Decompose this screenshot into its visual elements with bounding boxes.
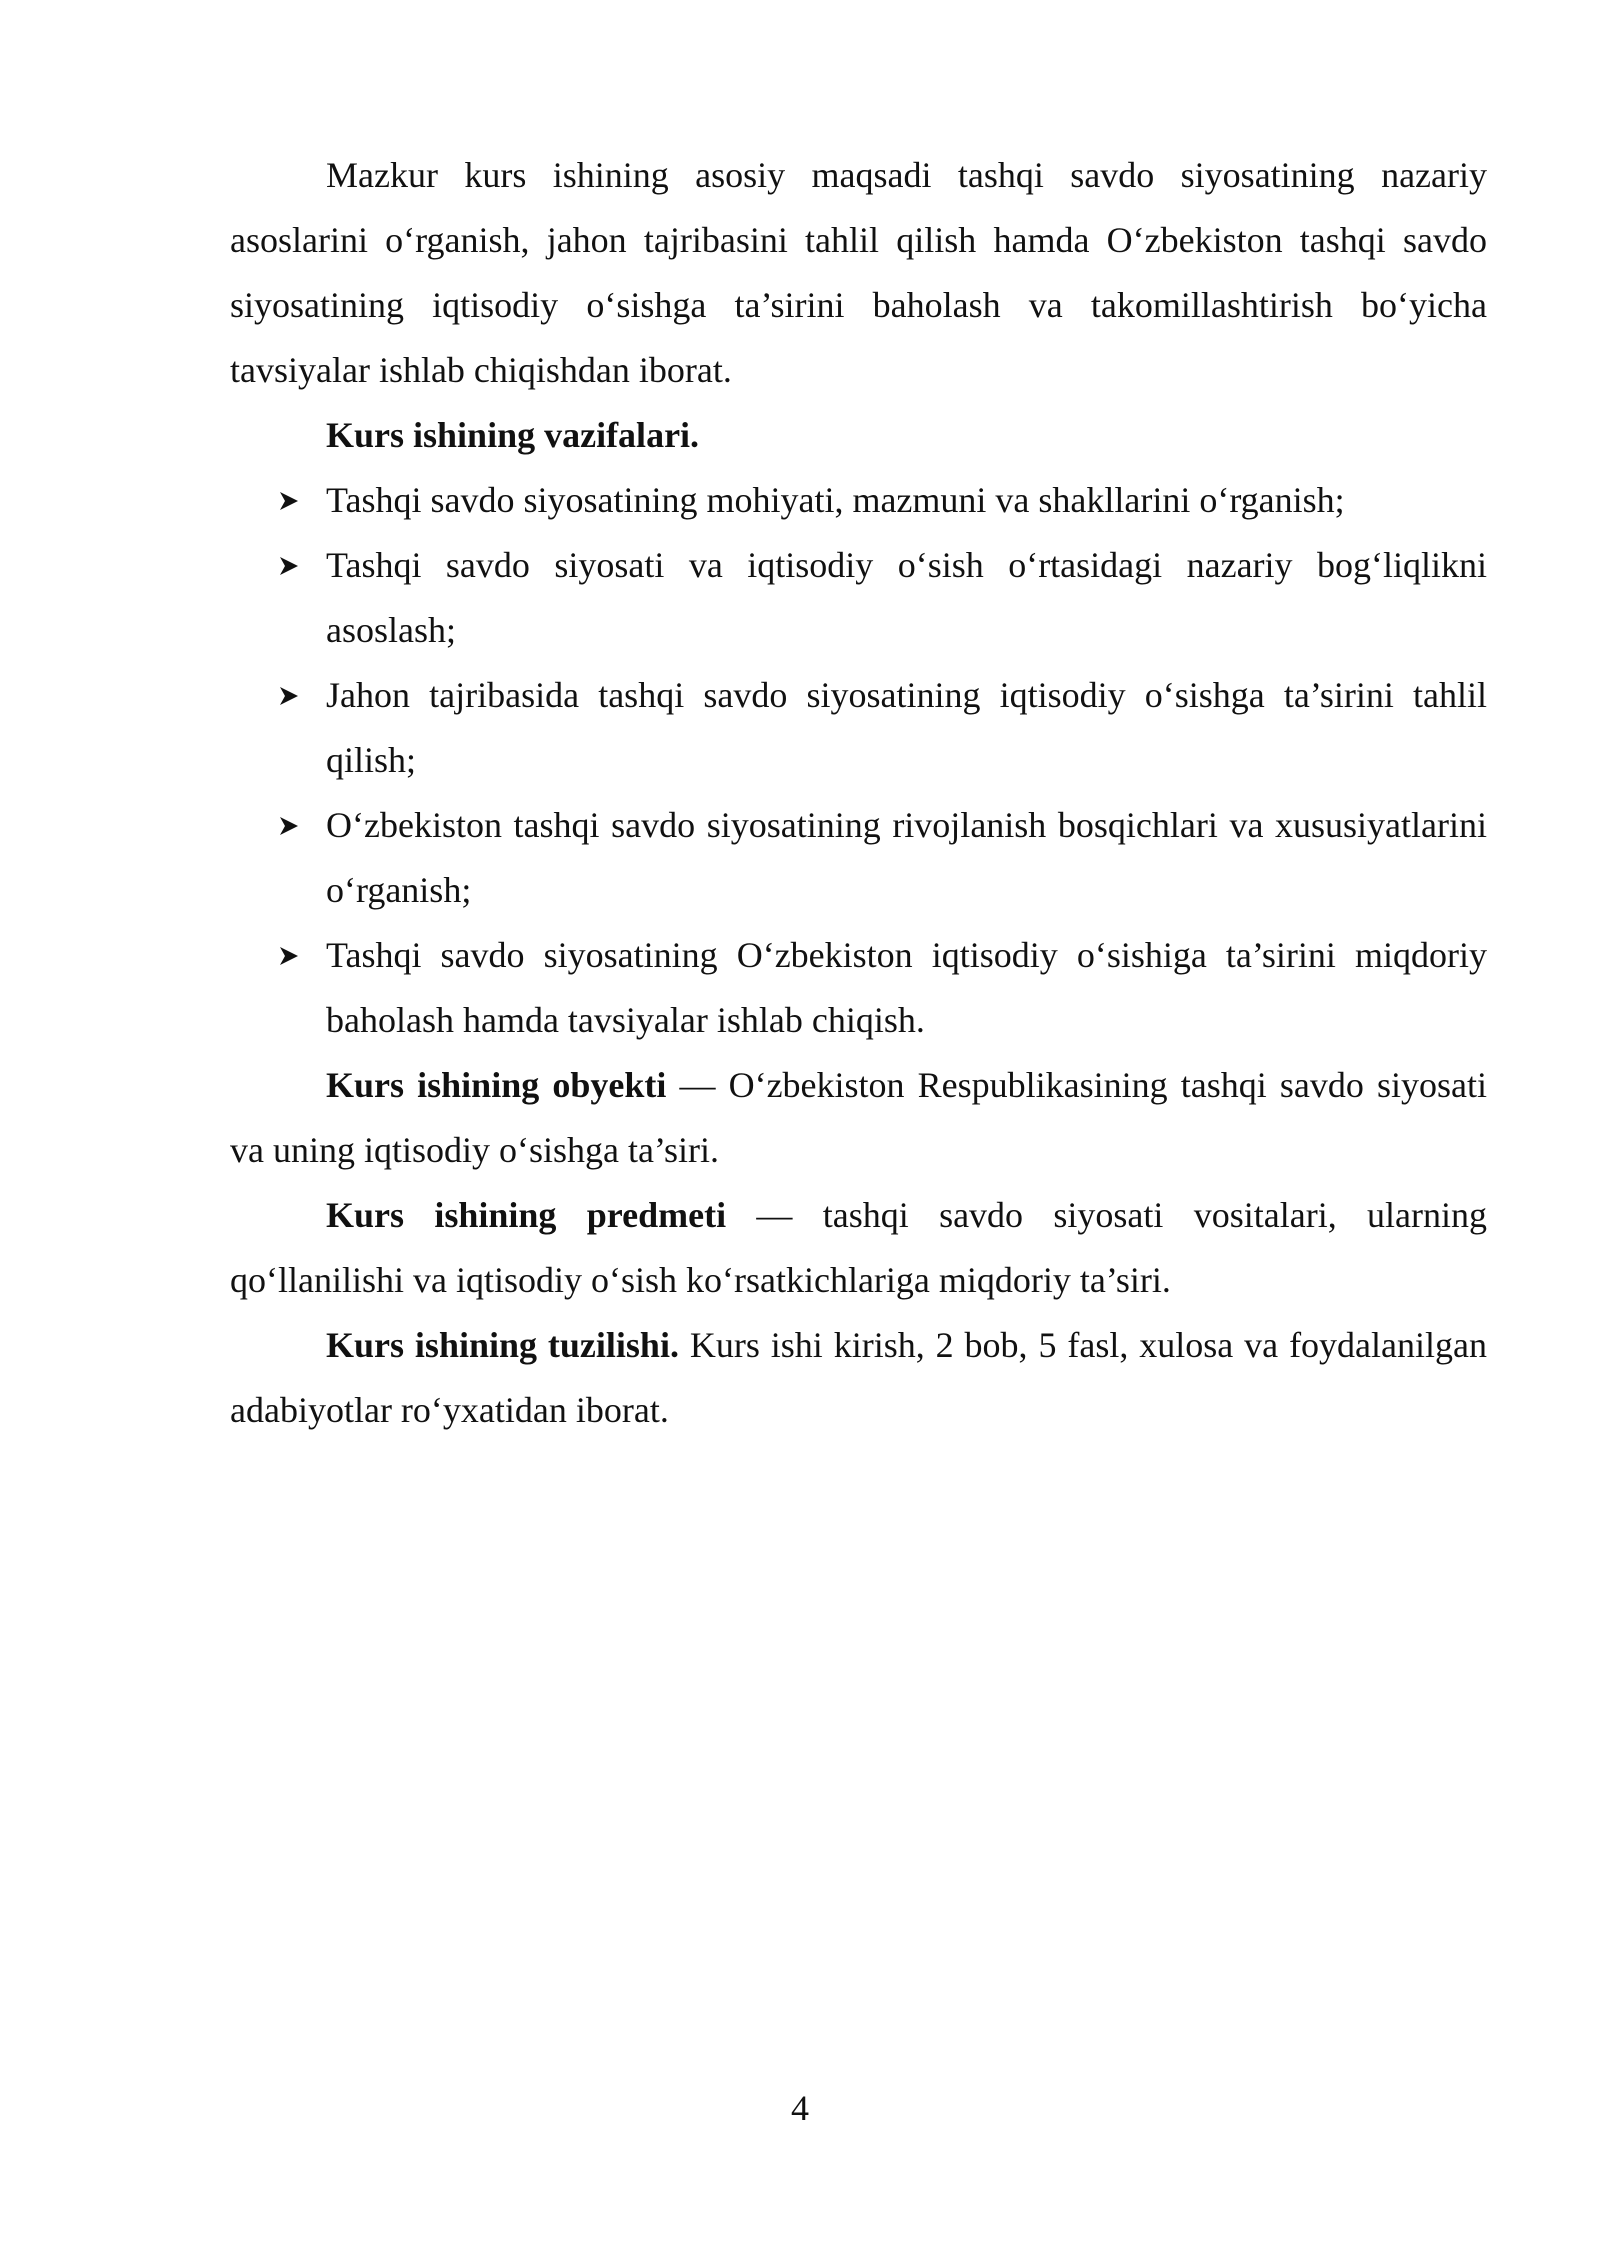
tasks-heading: Kurs ishining vazifalari. <box>326 415 700 455</box>
arrowhead-bullet-icon <box>278 663 308 728</box>
structure-text: Kurs ishi kirish, 2 bob, 5 fasl, xulosa va foydalanilgan adabiyotlar ro‘yxatidan iborat. <box>230 1325 1487 1430</box>
object-text: — O‘zbekiston Respublikasining tashqi savdo siyosati va uning iqtisodiy o‘sishga ta’siri. <box>230 1065 1487 1170</box>
list-item <box>230 468 1487 533</box>
intro-paragraph: Mazkur kurs ishining asosiy maqsadi tashqi savdo siyosatining nazariy asoslarini o‘rganish, jahon tajribasini tahlil qilish hamda O‘zbekiston tashqi savdo siyosatining iqtisodiy o‘sishga ta’sirini baholash va takomillashtirish bo‘yicha tavsiyalar ishlab chiqishdan iborat. <box>230 155 1487 390</box>
task-text: Tashqi savdo siyosatining O‘zbekiston iqtisodiy o‘sishiga ta’sirini miqdoriy baholash hamda tavsiyalar ishlab chiqish. <box>326 935 1487 1040</box>
task-text: Tashqi savdo siyosatining mohiyati, mazmuni va shakllarini o‘rganish; <box>326 480 1345 520</box>
task-text: Jahon tajribasida tashqi savdo siyosatining iqtisodiy o‘sishga ta’sirini tahlil qilish; <box>326 675 1487 780</box>
object-paragraph <box>230 1053 1487 1183</box>
subject-label: Kurs ishining predmeti <box>326 1195 727 1235</box>
list-item <box>230 923 1487 1053</box>
list-item <box>230 793 1487 923</box>
arrowhead-bullet-icon <box>278 468 308 533</box>
arrowhead-bullet-icon <box>278 923 308 988</box>
task-text: O‘zbekiston tashqi savdo siyosatining rivojlanish bosqichlari va xususiyatlarini o‘rganish; <box>326 805 1487 910</box>
subject-text: — tashqi savdo siyosati vositalari, ularning qo‘llanilishi va iqtisodiy o‘sish ko‘rsatkichlariga miqdoriy ta’siri. <box>230 1195 1487 1300</box>
arrowhead-bullet-icon <box>278 533 308 598</box>
tasks-list <box>230 468 1487 1053</box>
list-item <box>230 533 1487 663</box>
page-content <box>230 143 1487 1443</box>
arrowhead-bullet-icon <box>278 793 308 858</box>
object-label: Kurs ishining obyekti <box>326 1065 667 1105</box>
page-number: 4 <box>791 2088 809 2128</box>
structure-label: Kurs ishining tuzilishi. <box>326 1325 679 1365</box>
structure-paragraph <box>230 1313 1487 1443</box>
task-text: Tashqi savdo siyosati va iqtisodiy o‘sish o‘rtasidagi nazariy bog‘liqlikni asoslash; <box>326 545 1487 650</box>
list-item <box>230 663 1487 793</box>
subject-paragraph <box>230 1183 1487 1313</box>
